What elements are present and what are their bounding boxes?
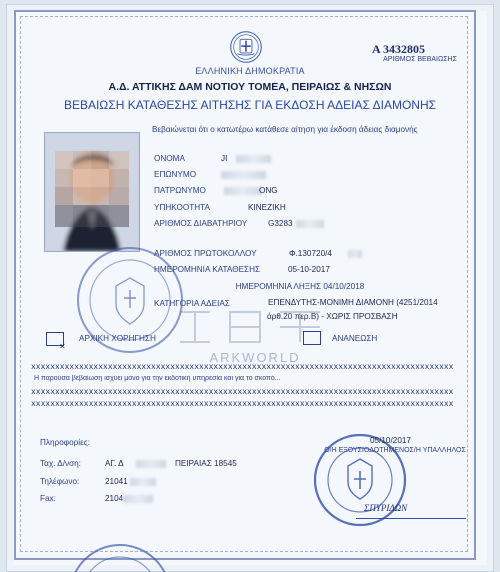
- redaction-block: [130, 478, 156, 486]
- void-line-2: xxxxxxxxxxxxxxxxxxxxxxxxxxxxxxxxxxxxxxxxxxxxxxxxxxxxxxxxxxxxxxxxxxxxxxxxxxxxxxxxxxxxxxxx: [31, 388, 454, 397]
- fax-label: Fax:: [40, 494, 56, 503]
- void-line-1: xxxxxxxxxxxxxxxxxxxxxxxxxxxxxxxxxxxxxxxxxxxxxxxxxxxxxxxxxxxxxxxxxxxxxxxxxxxxxxxxxxxxxxxx: [31, 363, 454, 372]
- applicant-photo: [44, 132, 140, 252]
- fathers-name-value: ONG: [259, 186, 278, 195]
- renewal-label: ΑΝΑΝΕΩΣΗ: [332, 334, 378, 343]
- permit-category-value-line1: ΕΠΕΝΔΥΤΗΣ-ΜΟΝΙΜΗ ΔΙΑΜΟΝΗ (4251/2014: [268, 298, 438, 307]
- redaction-block: [236, 155, 271, 163]
- phone-value: 21041: [105, 477, 128, 486]
- redaction-block: [348, 250, 362, 258]
- expiry-date: ΗΜΕΡΟΜΗΝΙΑ ΛΗΞΗΣ 04/10/2018: [235, 282, 365, 291]
- phone-label: Τηλέφωνο:: [40, 477, 80, 486]
- passport-number-label: ΑΡΙΘΜΟΣ ΔΙΑΒΑΤΗΡΙΟΥ: [154, 219, 248, 228]
- redaction-block: [296, 220, 324, 228]
- certificate-serial-label: ΑΡΙΘΜΟΣ ΒΕΒΑΙΩΣΗΣ: [383, 56, 457, 63]
- issuing-authority: Α.Δ. ΑΤΤΙΚΗΣ ΔΑΜ ΝΟΤΙΟΥ ΤΟΜΕΑ, ΠΕΙΡΑΙΩΣ & ΝΗΣΩΝ: [108, 81, 392, 93]
- passport-number-value: G3283: [268, 219, 293, 228]
- greek-coat-of-arms-icon: [229, 30, 263, 64]
- nationality-label: ΥΠΗΚΟΟΤΗΤΑ: [154, 203, 210, 212]
- redaction-block: [123, 495, 153, 503]
- submission-date-value: 05-10-2017: [288, 265, 330, 274]
- photo-placeholder-icon: [45, 133, 139, 251]
- address-value: ΑΓ. Δ: [105, 459, 124, 468]
- redaction-block: [224, 187, 262, 195]
- void-line-3: xxxxxxxxxxxxxxxxxxxxxxxxxxxxxxxxxxxxxxxxxxxxxxxxxxxxxxxxxxxxxxxxxxxxxxxxxxxxxxxxxxxxxxxx: [31, 400, 454, 409]
- redaction-block: [136, 460, 166, 468]
- permit-category-label: ΚΑΤΗΓΟΡΙΑ ΑΔΕΙΑΣ: [154, 299, 230, 308]
- protocol-number-label: ΑΡΙΘΜΟΣ ΠΡΩΤΟΚΟΛΛΟΥ: [154, 249, 257, 258]
- nationality-value: ΚΙΝΕΖΙΚΗ: [248, 203, 286, 212]
- certificate-serial-number: Α 3432805: [372, 42, 426, 56]
- initial-issue-label: ΑΡΧΙΚΗ ΧΟΡΗΓΗΣΗ: [79, 334, 156, 343]
- certification-text: Βεβαιώνεται ότι ο κατωτέρω κατάθεσε αίτηση για έκδοση άδειας διαμονής: [152, 125, 418, 134]
- fathers-name-label: ΠΑΤΡΩΝΥΜΟ: [154, 186, 206, 195]
- first-name-value: JI: [221, 154, 228, 163]
- official-signature: ΣΠΥΡΙΔΩΝ: [364, 503, 408, 513]
- submission-date-label: ΗΜΕΡΟΜΗΝΙΑ ΚΑΤΑΘΕΣΗΣ: [154, 265, 261, 274]
- hellenic-republic-heading: ΕΛΛΗΝΙΚΗ ΔΗΜΟΚΡΑΤΙΑ: [195, 66, 305, 76]
- issue-date: 05/10/2017: [370, 436, 411, 445]
- fax-value: 2104: [105, 494, 124, 503]
- document-title: ΒΕΒΑΙΩΣΗ ΚΑΤΑΘΕΣΗΣ ΑΙΤΗΣΗΣ ΓΙΑ ΕΚΔΟΣΗ ΑΔΕΙΑΣ ΔΙΑΜΟΝΗΣ: [63, 98, 437, 112]
- arkworld-watermark-icon: [160, 302, 350, 367]
- official-round-stamp-bottom: [60, 525, 180, 572]
- surname-label: ΕΠΩΝΥΜΟ: [154, 170, 197, 179]
- protocol-number-value: Φ.130720/4: [289, 249, 332, 258]
- info-label: Πληροφορίες:: [40, 438, 90, 447]
- address-city: ΠΕΙΡΑΙΑΣ 18545: [175, 459, 237, 468]
- permit-category-value-line2: άρθ.20 περ.Β) - ΧΩΡΙΣ ΠΡΟΣΒΑΣΗ: [267, 312, 398, 321]
- first-name-label: ΟΝΟΜΑ: [154, 154, 185, 163]
- svg-text:ARKWORLD: ARKWORLD: [209, 350, 301, 365]
- redaction-block: [221, 171, 266, 179]
- address-label: Ταχ. Δ/νση:: [40, 459, 81, 468]
- authorized-official-label: Ο/Η ΕΞΟΥΣΙΟΔΟΤΗΜΕΝΟΣ/Η ΥΠΑΛΛΗΛΟΣ: [324, 447, 466, 454]
- initial-issue-check-mark-icon: ✕: [59, 342, 66, 351]
- note-line: Η παρούσα βεβαίωση ισχύει μόνο για την εκδοτική υπηρεσία και για το σκοπό...: [34, 375, 281, 382]
